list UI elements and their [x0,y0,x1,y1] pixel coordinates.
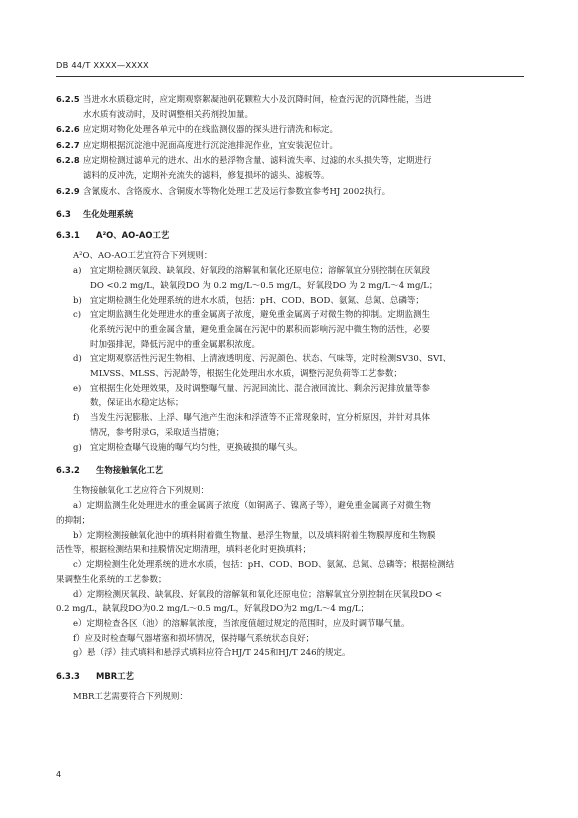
subsection-heading-6-3-2: 6.3.2 生物接触氧化工艺 [56,465,163,476]
list-item [56,426,524,441]
list-item-text: 宜定期监测生化处理进水的重金属离子浓度，避免重金属离子对微生物的抑制。定期监测生 [90,310,431,321]
clause-text: 当进水水质稳定时，应定期观察絮凝池矾花颗粒大小及沉降时间，检查污泥的沉降性能，当进 [83,95,432,105]
clause-text: 应定期检测过滤单元的进水、出水的悬浮物含量、滤料流失率、过滤的水头损失等，定期进行 [83,156,432,167]
list-item-label: g) [73,442,82,453]
subsection-intro: 生物接触氧化工艺应符合下列规则： [73,486,210,497]
list-item [56,264,524,279]
list-item-text: 果调整生化系统的工艺参数； [56,574,167,585]
clause-number: 6.2.5 [56,94,80,104]
list-item-text: 当发生污泥膨胀、上浮、曝气池产生泡沫和浮渣等不正常现象时，宜分析原因，并针对具体 [90,413,431,424]
clause-number: 6.2.7 [56,139,80,150]
list-item-text: a）定期监测生化处理进水的重金属离子浓度（如铜离子、镍离子等），避免重金属离子对微生物 [73,501,431,512]
list-item-text: 活性等，根据检测结果和挂膜情况定期清理，填料老化时更换填料； [56,545,312,556]
list-item-label: a) [73,266,82,277]
clause-text: 含氰废水、含铬废水、含铜废水等物化处理工艺及运行参数宜参考HJ 2002执行。 [83,186,391,197]
list-item [56,308,524,323]
list-item-text: 数，保证出水稳定达标； [90,398,184,409]
list-item-text: 的抑制； [56,516,91,526]
clause-text-continued: 水水质有波动时，及时调整相关药剂投加量。 [83,109,254,120]
subsection-heading-6-3-3: 6.3.3 MBR工艺 [56,671,134,682]
clause-number: 6.2.9 [56,185,80,196]
clause [56,122,524,138]
list-item-text: 时加强排泥，降低污泥中的重金属累积浓度。 [90,339,261,350]
header-rule [56,76,524,77]
list-item-text: DO <0.2 mg/L，缺氧段DO 为 0.2 mg/L～0.5 mg/L，好氧段DO 为 2 mg/L～4 mg/L； [90,280,438,291]
list-item-text: 宜定期观察活性污泥生物相、上清液透明度、污泥颜色、状态、气味等，定时检测SV30、SVI、 [90,354,452,365]
clause [56,153,524,169]
list-item-text: MLVSS、MLSS、污泥龄等，根据生化处理出水水质，调整污泥负荷等工艺参数； [90,369,402,380]
list-item-label: b) [73,295,82,306]
clause-text: 应定期对物化处理各单元中的在线监测仪器的探头进行清洗和标定。 [83,125,339,136]
clause-number: 6.2.6 [56,124,80,135]
list-item-label: c) [73,310,82,321]
document-id: DB 44/T XXXX—XXXX [56,60,149,70]
subsection-intro: A²O、AO-AO工艺宜符合下列规则： [73,251,213,262]
section-heading-6-3: 6.3 生化处理系统 [56,209,134,220]
clause-number: 6.2.8 [56,155,80,166]
list-item [56,323,524,338]
list-item [56,352,524,367]
item-list-6-3-2 [56,499,524,661]
subsection-heading-6-3-1: 6.3.1 A²O、AO-AO工艺 [56,230,170,241]
list-item [56,367,524,382]
list-item [56,338,524,353]
clause-text: 应定期根据沉淀池中泥面高度进行沉淀池排泥作业，宜安装泥位计。 [83,140,339,151]
list-item-text: e）定期检查各区（池）的溶解氧浓度，当浓度值超过规定的范围时，应及时调节曝气量。 [73,618,410,629]
page-content [56,92,524,705]
list-item-label: d) [73,354,82,365]
clause-list-6-2 [56,92,524,199]
list-item [56,441,524,456]
list-item-text: c）定期检测生化处理系统的进水水质，包括：pH、COD、BOD、氨氮、总氮、总磷等；根据检测结 [73,560,455,571]
clause [56,92,524,108]
page-number: 4 [56,770,62,779]
list-item-text: 宜根据生化处理效果，及时调整曝气量、污泥回流比、混合液回流比、剩余污泥排放量等参 [90,383,431,394]
list-item [56,279,524,294]
clause [56,184,524,200]
list-item-text: d）定期检测厌氧段、缺氧段、好氧段的溶解氧和氧化还原电位；溶解氧宜分别控制在厌氧段DO < [73,589,443,600]
list-item [56,294,524,309]
list-item [56,411,524,426]
list-item-text: f）应及时检查曝气器堵塞和损坏情况，保持曝气系统状态良好； [73,633,315,644]
subsection-intro: MBR工艺需要符合下列规则： [73,692,188,703]
list-item-text: 宜定期检测生化处理系统的进水水质，包括：pH、COD、BOD、氨氮、总氮、总磷等； [90,295,424,306]
clause [56,138,524,154]
list-item-text: 宜定期检测厌氧段、缺氧段、好氧段的溶解氧和氧化还原电位；溶解氧宜分别控制在厌氧段 [90,266,431,277]
list-item-text: 0.2 mg/L，缺氧段DO为0.2 mg/L～0.5 mg/L，好氧段DO为2 mg/L～4 mg/L； [56,604,369,615]
clause-text-continued: 滤料的反冲洗，定期补充流失的滤料，修复损坏的滤头、滤板等。 [83,170,330,181]
list-item-text: g）悬（浮）挂式填料和悬浮式填料应符合HJ/T 245和HJ/T 246的规定。 [73,648,351,659]
list-item-label: e) [73,383,82,394]
list-item-text: b）定期检测接触氧化池中的填料附着微生物量、悬浮生物量，以及填料附着生物膜厚度和生物膜 [73,530,436,541]
list-item-label: f) [73,413,80,424]
item-list-6-3-1 [56,264,524,455]
list-item-text: 情况，参考附录G，采取适当措施； [90,427,225,438]
list-item-text: 宜定期检查曝气设施的曝气均匀性，更换破损的曝气头。 [90,442,303,453]
list-item [56,382,524,397]
list-item [56,396,524,411]
list-item-text: 化系统污泥中的重金属含量，避免重金属在污泥中的累积而影响污泥中微生物的活性，必要 [90,324,431,335]
